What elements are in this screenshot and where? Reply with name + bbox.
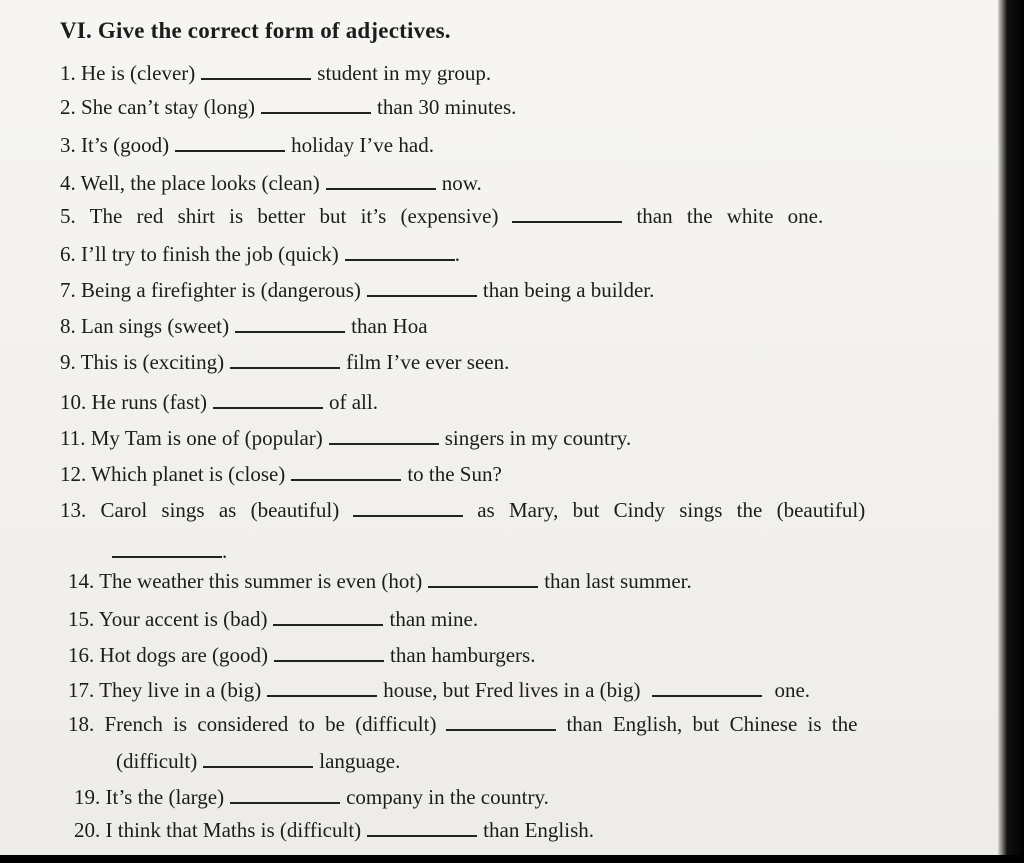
item-continuation: student in my group. — [317, 61, 492, 85]
item-prompt: I think that Maths is (difficult) — [105, 818, 362, 842]
item-prompt: He is (clever) — [81, 61, 196, 85]
item-continuation: holiday I’ve had. — [291, 133, 434, 157]
exercise-item — [68, 606, 478, 632]
item-continuation: company in the country. — [346, 785, 549, 809]
item-prompt: It’s the (large) — [105, 785, 225, 809]
item-continuation: singers in my country. — [444, 426, 632, 450]
item-number: 15. — [68, 607, 95, 631]
item-prompt: My Tam is one of (popular) — [90, 426, 323, 450]
item-continuation: than the white one. — [636, 204, 824, 228]
item-continuation: one. — [774, 678, 811, 702]
item-continuation: now. — [441, 171, 482, 195]
item-prompt: She can’t stay (long) — [81, 95, 255, 119]
exercise-item — [60, 313, 428, 339]
item-prompt: (difficult) — [116, 749, 198, 773]
item-continuation: of all. — [328, 390, 378, 414]
item-prompt: Being a firefighter is (dangerous) — [81, 278, 361, 302]
item-number: 4. — [60, 171, 76, 195]
page-bottom-edge — [0, 855, 1024, 863]
item-number: 6. — [60, 242, 76, 266]
item-prompt: Which planet is (close) — [91, 462, 286, 486]
item-number: 12. — [60, 462, 87, 486]
item-number: 3. — [60, 133, 76, 157]
exercise-item — [68, 642, 535, 668]
answer-blank[interactable] — [329, 443, 439, 445]
exercise-item — [60, 389, 378, 415]
item-prompt: The weather this summer is even (hot) — [99, 569, 423, 593]
answer-blank[interactable] — [652, 695, 762, 697]
answer-blank[interactable] — [267, 695, 377, 697]
exercise-item-continuation-line — [112, 538, 227, 564]
item-continuation: than mine. — [389, 607, 479, 631]
item-prompt: He runs (fast) — [91, 390, 207, 414]
item-continuation: . — [222, 539, 228, 563]
exercise-item — [68, 677, 810, 703]
exercise-item — [60, 60, 491, 86]
item-prompt: Carol sings as (beautiful) — [100, 498, 340, 522]
item-continuation: than Hoa — [351, 314, 428, 338]
exercise-item — [60, 349, 509, 375]
item-continuation: film I’ve ever seen. — [346, 350, 510, 374]
item-continuation: than English, but Chinese is the — [566, 712, 858, 736]
answer-blank[interactable] — [203, 766, 313, 768]
item-number: 18. — [68, 712, 95, 736]
answer-blank[interactable] — [201, 78, 311, 80]
item-prompt: Well, the place looks (clean) — [80, 171, 320, 195]
exercise-item-continuation-line — [116, 748, 400, 774]
exercise-item — [60, 461, 502, 487]
item-number: 11. — [60, 426, 86, 450]
item-number: 16. — [68, 643, 95, 667]
answer-blank[interactable] — [213, 407, 323, 409]
exercise-item — [74, 817, 594, 843]
item-prompt: It’s (good) — [81, 133, 170, 157]
item-number: 20. — [74, 818, 101, 842]
item-number: 9. — [60, 350, 76, 374]
item-continuation: . — [454, 242, 461, 266]
answer-blank[interactable] — [230, 367, 340, 369]
item-continuation: to the Sun? — [407, 462, 502, 486]
answer-blank[interactable] — [367, 835, 477, 837]
answer-blank[interactable] — [274, 660, 384, 662]
item-continuation: than hamburgers. — [390, 643, 536, 667]
item-number: 17. — [68, 678, 95, 702]
answer-blank[interactable] — [235, 331, 345, 333]
answer-blank[interactable] — [230, 802, 340, 804]
answer-blank[interactable] — [291, 479, 401, 481]
exercise-heading: VI. Give the correct form of adjectives. — [60, 18, 451, 43]
item-number: 1. — [60, 61, 76, 85]
exercise-item — [60, 132, 434, 158]
exercise-item — [60, 170, 482, 196]
item-prompt: This is (exciting) — [80, 350, 225, 374]
exercise-item — [60, 241, 460, 267]
exercise-item — [60, 203, 823, 229]
item-number: 2. — [60, 95, 76, 119]
item-prompt: Lan sings (sweet) — [81, 314, 230, 338]
item-continuation: as Mary, but Cindy sings the (beautiful) — [477, 498, 866, 522]
answer-blank[interactable] — [273, 624, 383, 626]
page-shadow-edge — [998, 0, 1024, 863]
answer-blank[interactable] — [326, 188, 436, 190]
item-continuation: than 30 minutes. — [377, 95, 517, 119]
item-number: 19. — [74, 785, 101, 809]
answer-blank[interactable] — [353, 515, 463, 517]
exercise-item — [68, 711, 857, 737]
item-continuation: than being a builder. — [482, 278, 655, 302]
item-prompt: The red shirt is better but it’s (expensive) — [89, 204, 499, 228]
answer-blank[interactable] — [512, 221, 622, 223]
item-continuation: house, but Fred lives in a (big) — [383, 678, 641, 702]
exercise-item — [74, 784, 549, 810]
item-continuation: language. — [319, 749, 401, 773]
item-prompt: Your accent is (bad) — [98, 607, 268, 631]
item-continuation: than English. — [483, 818, 594, 842]
answer-blank[interactable] — [345, 259, 455, 261]
answer-blank[interactable] — [112, 556, 222, 558]
exercise-item — [60, 497, 865, 523]
exercise-item — [60, 94, 516, 120]
item-number: 14. — [68, 569, 95, 593]
exercise-item — [60, 277, 654, 303]
item-prompt: French is considered to be (difficult) — [104, 712, 437, 736]
item-number: 13. — [60, 498, 87, 522]
item-number: 10. — [60, 390, 87, 414]
item-prompt: I’ll try to finish the job (quick) — [81, 242, 339, 266]
item-number: 7. — [60, 278, 76, 302]
item-continuation: than last summer. — [544, 569, 692, 593]
item-prompt: They live in a (big) — [99, 678, 262, 702]
answer-blank[interactable] — [428, 586, 538, 588]
exercise-item — [68, 568, 692, 594]
answer-blank[interactable] — [261, 112, 371, 114]
item-number: 8. — [60, 314, 76, 338]
exercise-item — [60, 425, 631, 451]
item-number: 5. — [60, 204, 76, 228]
answer-blank[interactable] — [175, 150, 285, 152]
answer-blank[interactable] — [446, 729, 556, 731]
answer-blank[interactable] — [367, 295, 477, 297]
item-prompt: Hot dogs are (good) — [99, 643, 269, 667]
